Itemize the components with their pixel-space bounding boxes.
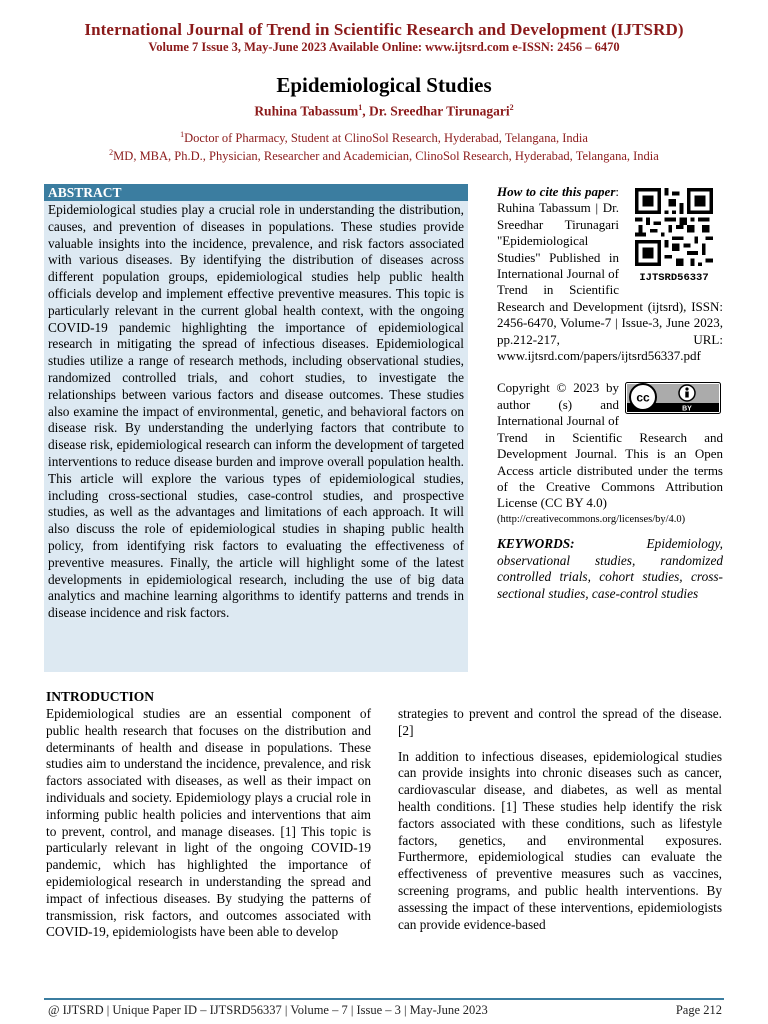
abstract-heading: ABSTRACT (44, 184, 468, 201)
affiliation-2-text: MD, MBA, Ph.D., Physician, Researcher and Academician, ClinoSol Research, Hyderabad, Telangana, India (113, 149, 659, 164)
license-url: (http://creativecommons.org/licenses/by/4.0) (497, 513, 686, 525)
author-1-sup: 1 (358, 103, 363, 112)
author-line (0, 103, 768, 120)
affiliation-1-text: Doctor of Pharmacy, Student at ClinoSol Research, Hyderabad, Telangana, India (184, 131, 588, 146)
affiliation-1-sup: 1 (180, 130, 185, 139)
introduction-left-column: Epidemiological studies are an essential component of public health research that focuses on the distribution and determinants of health and disease in populations. These studies aim to understand the incidence, prevalence, and risk factors associated with diseases, as well as their impact on individuals and society. Epidemiology plays a crucial role in informing public health policies and interventions that aim to prevent, control, and manage diseases. [1] This topic is particularly relevant in light of the ongoing COVID-19 pandemic, which has highlighted the importance of epidemiological research in understanding the spread and impact of infectious diseases. By studying the patterns of transmission, risk factors, and outcomes associated with COVID-19, epidemiologists have been able to develop (46, 706, 371, 940)
journal-issue-line: Volume 7 Issue 3, May-June 2023 Available Online: www.ijtsrd.com e-ISSN: 2456 – 6470 (148, 40, 620, 54)
page-footer (48, 1003, 722, 1018)
abstract-text: Epidemiological studies play a crucial role in understanding the distribution, causes, and prevention of diseases in populations. These studies provide valuable insights into the incidence, prevalence, and risk factors associated with various diseases. By identifying the distribution of diseases across different population groups, epidemiological studies help public health officials develop and implement effective preventive measures. This topic is particularly relevant in the current global health context, with the ongoing COVID-19 pandemic highlighting the importance of epidemiological research in mitigating the spread of infectious diseases. Epidemiological studies utilize a range of research methods, including observational studies, randomized controlled trials, and cohort studies, to investigate the relationships between various factors and disease outcomes. These studies also examine the impact of environmental, genetic, and behavioral factors on disease risk. By understanding the underlying factors that contribute to disease risk, epidemiological research can inform the development of targeted interventions to reduce disease burden and improve overall population health. This article will explore the various types of epidemiological studies, including cross-sectional studies, case-control studies, and prospective studies, as well as the advantages and limitations of each approach. It will also discuss the role of epidemiological studies in shaping public health policy, from identifying risk factors to evaluating the effectiveness of preventive measures. Finally, the article will highlight some of the latest developments in epidemiological research, including the use of big data analytics and machine learning algorithms to identify patterns and trends in disease incidence and risk factors. (48, 202, 464, 621)
introduction-heading: INTRODUCTION (46, 689, 155, 704)
citation-text: Ruhina Tabassum | Dr. Sreedhar Tirunagari "Epidemiological Studies" Published in International Journal of Trend in Scientific Research and Development (ijtsrd), ISSN: 2456-6470, Volume-7 | Issue-3, June 2023, pp.212-217, URL: www.ijtsrd.com/papers/ijtsrd56337.pdf (497, 200, 723, 364)
svg-text:cc: cc (636, 390, 650, 405)
citation-block (497, 184, 723, 528)
cc-badge-by-text: BY (682, 405, 692, 413)
keywords-block (497, 536, 723, 602)
citation-colon: : (615, 184, 619, 199)
abstract-box (44, 184, 468, 672)
footer-page-number: Page 212 (675, 1003, 722, 1017)
paper-title: Epidemiological Studies (276, 73, 492, 97)
qr-code-block (625, 188, 723, 287)
affiliation-2-sup: 2 (109, 148, 114, 157)
cc-by-license-icon (625, 382, 721, 414)
qr-code-label: IJTSRD56337 (639, 272, 709, 285)
introduction-right-column (398, 706, 722, 933)
affiliation-1 (0, 130, 768, 146)
author-separator: , (362, 103, 370, 119)
author-2-sup: 2 (509, 103, 514, 112)
keywords-label: KEYWORDS: (497, 536, 575, 551)
copyright-text: Copyright © 2023 by author (s) and International Journal of Trend in Scientific Research and Development Journal. This is an Open Access article distributed under the terms of the Creative Commons Attribution License (CC BY 4.0) (497, 380, 723, 511)
author-1: Ruhina Tabassum (254, 103, 359, 119)
intro-right-paragraph-2: In addition to infectious diseases, epidemiological studies can provide insights into chronic diseases such as cancer, cardiovascular disease, and diabetes, as well as mental health conditions. [1] These studies help identify the risk factors associated with these conditions, such as lifestyle factors, genetics, and environmental exposures. Furthermore, epidemiological studies can evaluate the effectiveness of preventive measures such as vaccines, screening programs, and public health interventions. By assessing the impact of these interventions, epidemiologists can provide evidence-based (398, 748, 722, 932)
keywords-text: Epidemiology, observational studies, randomized controlled trials, cohort studies, cross-sectional studies, case-control studies (497, 536, 723, 601)
author-2: Dr. Sreedhar Tirunagari (369, 103, 510, 119)
footer-left: @ IJTSRD | Unique Paper ID – IJTSRD56337 | Volume – 7 | Issue – 3 | May-June 2023 (48, 1003, 488, 1017)
intro-right-paragraph-1: strategies to prevent and control the spread of the disease. [2] (398, 706, 722, 738)
journal-title: International Journal of Trend in Scientific Research and Development (IJTSRD) (84, 20, 684, 39)
footer-divider (44, 998, 724, 1000)
affiliation-2 (0, 148, 768, 164)
qr-code-icon (635, 188, 713, 266)
citation-label: How to cite this paper (497, 184, 616, 199)
